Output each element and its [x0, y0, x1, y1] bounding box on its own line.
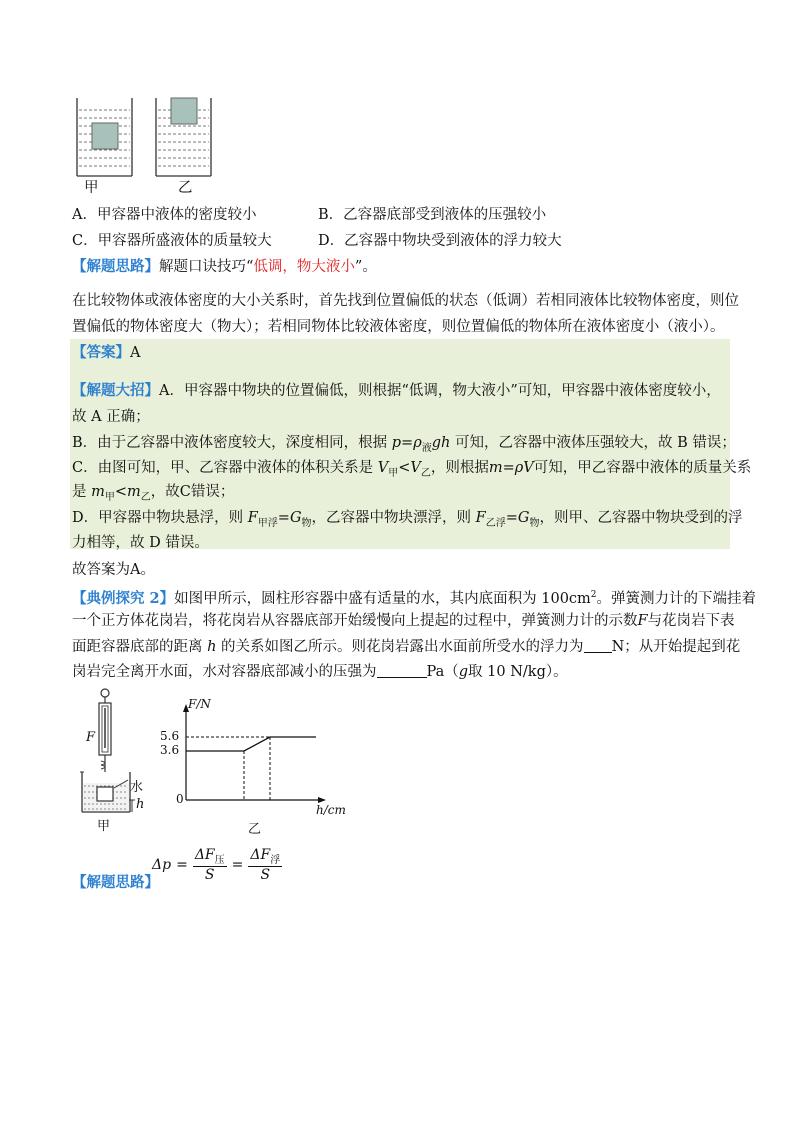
example2-line-4: 岗岩完全离开水面，水对容器底部减小的压强为 Pa（g取 10 N/kg）。	[72, 664, 568, 680]
example2-line-2: 一个正方体花岗岩，将花岗岩从容器底部开始缓慢向上提起的过程中，弹簧测力计的示数F与花岗岩下表	[72, 613, 735, 629]
example2-line-1: 【典例探究 2】如图甲所示，圆柱形容器中盛有适量的水，其内底面积为 $100cm^2$。弹簧测力计的下端挂着	[72, 589, 757, 607]
tip2-tag: 【解题思路】	[72, 874, 159, 891]
answer-line	[72, 343, 140, 363]
paragraph-line-2: 置偏低的物体密度大（物大）；若相同物体比较液体密度，则位置偏低的物体所在液体密度小（液小）。	[72, 319, 725, 335]
label-jia-2: 甲	[97, 819, 111, 834]
container-yi	[156, 98, 211, 176]
solution-line-5: 是 $m_甲<m_乙$，故C错误；	[72, 484, 235, 503]
tip-line: 【解题思路】解题口诀技巧“低调，物大液小”。	[72, 258, 377, 275]
x-axis-label: h/cm	[316, 803, 346, 817]
answer-blank-2[interactable]	[377, 663, 427, 678]
tip-highlight: 低调，物大液小	[253, 259, 355, 275]
solution-line-4: C．由图可知，甲、乙容器中液体的体积关系是 $V_甲<V_乙$，则根据m=ρV可知，甲乙容器中液体的质量关系	[72, 460, 752, 479]
conclusion: 故答案为A。	[72, 562, 155, 578]
solution-line-7: 力相等，故 D 错误。	[72, 535, 209, 551]
example2-tag: 【典例探究 2】	[72, 589, 175, 607]
solution-tag: 【解题大招】	[72, 382, 159, 399]
solution-line-3: B．由于乙容器中液体密度较大，深度相同，根据 $p=\rho_液gh$ 可知，乙容器中液体压强较大，故 B 错误；	[72, 435, 736, 454]
tip-tag: 【解题思路】	[72, 258, 159, 275]
label-water: 水	[130, 780, 144, 795]
answer-value: A	[130, 345, 141, 361]
option-c: C．甲容器所盛液体的质量较大	[72, 233, 272, 249]
paragraph-line-1: 在比较物体或液体密度的大小关系时，首先找到位置偏低的状态（低调）若相同液体比较物体密度，则位	[72, 293, 739, 309]
label-yi: 乙	[178, 180, 193, 196]
answer-blank-1[interactable]	[584, 638, 612, 653]
formula-lhs: Δp	[152, 857, 172, 873]
tick-0: 0	[176, 792, 184, 806]
block-yi	[171, 98, 197, 124]
fraction-1: $\Delta F_压$ S	[194, 847, 225, 883]
fraction-2: $\Delta F_浮$ S	[250, 847, 281, 883]
label-F: F	[86, 730, 96, 745]
f-h-line	[186, 737, 316, 751]
option-a: A．甲容器中液体的密度较小	[72, 207, 257, 223]
option-b: B．乙容器底部受到液体的压强较小	[318, 207, 547, 223]
solution-line-2: 故 A 正确；	[72, 409, 150, 425]
solution-line-1: 【解题大招】A．甲容器中物块的位置偏低，则根据“低调，物大液小”可知，甲容器中液体密度较小，	[72, 382, 721, 399]
formula: Δp = $\Delta F_压$ S = $\Delta F_浮$ S	[152, 847, 281, 883]
container-jia	[77, 98, 132, 176]
tick-5-6: 5.6	[160, 729, 180, 743]
solution-line-6: D．甲容器中物块悬浮，则 $F_{甲浮}=G_物$，乙容器中物块漂浮，则 $F_{乙浮}=G_物$，则甲、乙容器中物块受到的浮	[72, 510, 743, 529]
label-yi-2: 乙	[248, 822, 262, 837]
label-jia: 甲	[84, 180, 99, 196]
figure-spring-scale	[70, 688, 160, 818]
option-d: D．乙容器中物块受到液体的浮力较大	[318, 233, 562, 249]
label-h: h	[136, 797, 145, 812]
example2-line-3: 面距容器底部的距离 h 的关系如图乙所示。则花岗岩露出水面前所受水的浮力为 N；从开始提起到花	[72, 639, 741, 655]
y-axis-label: F/N	[188, 697, 211, 711]
answer-tag: 【答案】	[72, 344, 130, 361]
tick-3-6: 3.6	[160, 743, 180, 757]
block-jia	[92, 123, 118, 149]
